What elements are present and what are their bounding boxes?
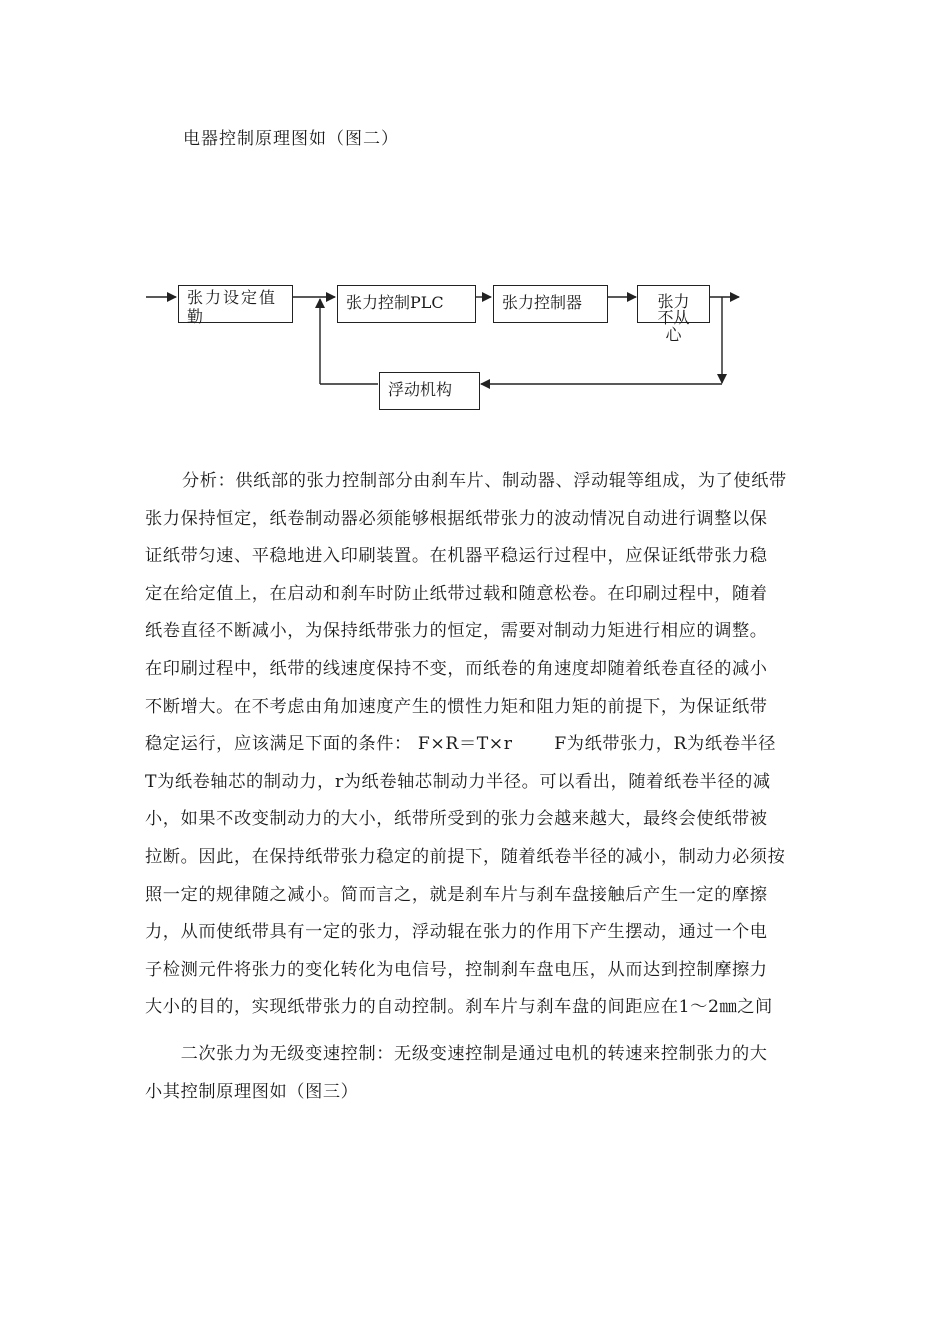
analysis-paragraph xyxy=(145,463,809,1027)
second-tension-line: 小其控制原理图如（图三） xyxy=(145,1081,359,1102)
analysis-line: 大小的目的，实现纸带张力的自动控制。刹车片与刹车盘的间距应在1～2㎜之间 xyxy=(145,997,773,1018)
tension-setpoint-label: 张力设定值勤 xyxy=(187,288,278,326)
analysis-line: 小，如果不改变制动力的大小，纸带所受到的张力会越来越大，最终会使纸带被 xyxy=(145,809,768,830)
analysis-line: 子检测元件将张力的变化转化为电信号，控制刹车盘电压，从而达到控制摩擦力 xyxy=(145,959,768,980)
figure-caption-2: 电器控制原理图如（图二） xyxy=(183,129,399,149)
analysis-line: T为纸卷轴芯的制动力，r为纸卷轴芯制动力半径。可以看出，随着纸卷半径的减 xyxy=(145,771,771,792)
floating-mechanism-block xyxy=(379,372,480,410)
plc-block xyxy=(337,285,476,323)
analysis-line: 分析：供纸部的张力控制部分由刹车片、制动器、浮动辊等组成，为了使纸带 xyxy=(182,471,787,491)
tension-setpoint-block xyxy=(178,285,293,326)
analysis-line: 定在给定值上，在启动和刹车时防止纸带过载和随意松卷。在印刷过程中，随着 xyxy=(145,583,768,604)
analysis-line: 不断增大。在不考虑由角加速度产生的惯性力矩和阻力矩的前提下，为保证纸带 xyxy=(145,696,768,717)
analysis-line: 拉断。因此，在保持纸带张力稳定的前提下，随着纸卷半径的减小，制动力必须按 xyxy=(145,846,786,867)
analysis-line: 纸卷直径不断减小，为保持纸带张力的恒定，需要对制动力矩进行相应的调整。 xyxy=(145,621,768,642)
analysis-line: 证纸带匀速、平稳地进入印刷装置。在机器平稳运行过程中，应保证纸带张力稳 xyxy=(145,546,768,567)
second-tension-line: 二次张力为无级变速控制：无级变速控制是通过电机的转速来控制张力的大 xyxy=(145,1044,768,1064)
plc-label: 张力控制PLC xyxy=(346,293,444,312)
second-tension-paragraph xyxy=(145,1036,809,1111)
tension-output-line-3: 心 xyxy=(665,325,682,344)
tension-output-line-2: 不从 xyxy=(657,308,690,327)
analysis-line: 在印刷过程中，纸带的线速度保持不变，而纸卷的角速度却随着纸卷直径的减小 xyxy=(145,658,768,679)
tension-controller-block xyxy=(493,285,608,323)
tension-controller-label: 张力控制器 xyxy=(502,293,583,312)
analysis-line: 稳定运行，应该满足下面的条件： F×R＝T×r F为纸带张力，R为纸卷半径 xyxy=(145,734,776,755)
analysis-line: 张力保持恒定，纸卷制动器必须能够根据纸带张力的波动情况自动进行调整以保 xyxy=(145,508,768,529)
tension-output-block xyxy=(637,285,710,344)
floating-mechanism-label: 浮动机构 xyxy=(388,380,453,399)
analysis-line: 力，从而使纸带具有一定的张力，浮动辊在张力的作用下产生摆动，通过一个电 xyxy=(145,922,768,943)
tension-output-line-1: 张力 xyxy=(657,292,690,311)
analysis-line: 照一定的规律随之减小。简而言之，就是刹车片与刹车盘接触后产生一定的摩擦 xyxy=(145,884,768,905)
